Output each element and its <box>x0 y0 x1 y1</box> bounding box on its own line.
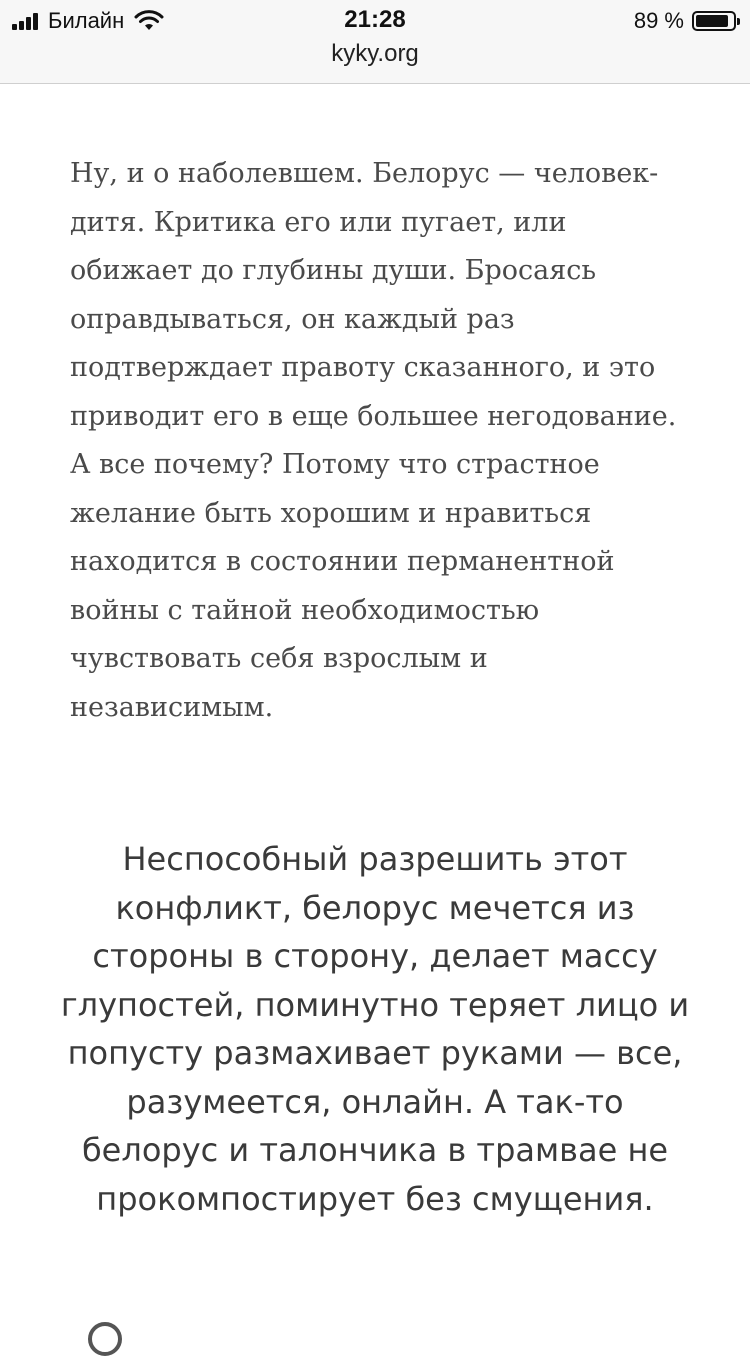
battery-fill <box>696 15 728 27</box>
address-bar-url[interactable]: kyky.org <box>331 40 419 67</box>
pull-quote: Неспособный разрешить этот конфликт, белорус мечется из стороны в сторону, делает массу глупостей, поминутно теряет лицо и попусту размахивает руками — все, разумеется, онлайн. А так-то белорус и талончика в трамвае не прокомпостирует без смущения. <box>60 840 690 1218</box>
battery-icon <box>692 11 736 31</box>
status-bar <box>0 0 750 84</box>
battery-group <box>634 8 736 34</box>
status-time: 21:28 <box>344 6 406 33</box>
article-paragraph: Ну, и о наболевшем. Белорус — человек-дитя. Критика его или пугает, или обижает до глубины души. Бросаясь оправдываться, он каждый раз подтверждает правоту сказанного, и это приводит его в еще большее негодование. А все почему? Потому что страстное желание быть хорошим и нравиться находится в состоянии перманентной войны с тайной необходимостью чувствовать себя взрослым и независимым. <box>70 158 677 723</box>
battery-percentage: 89 % <box>633 8 684 33</box>
next-block-glyph-icon <box>88 1322 122 1356</box>
carrier-name: Билайн <box>48 8 125 33</box>
